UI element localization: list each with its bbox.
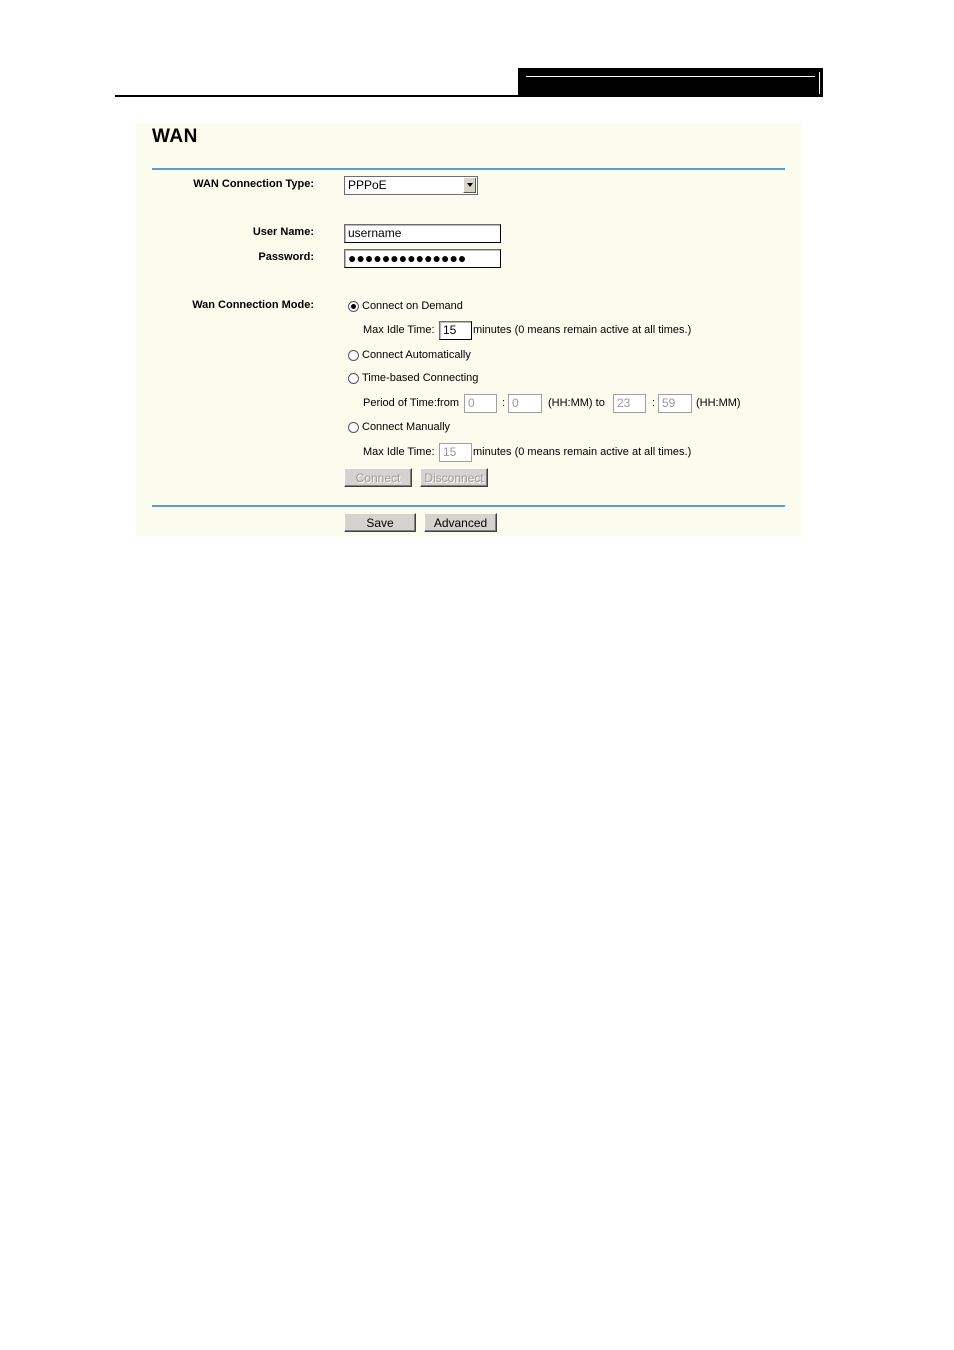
page-title: WAN — [152, 126, 198, 147]
to-minute-input[interactable]: 59 — [658, 394, 692, 413]
disconnect-button[interactable]: Disconnect — [420, 468, 488, 487]
chevron-down-icon[interactable] — [463, 178, 476, 193]
manual-max-idle-note: minutes (0 means remain active at all times.) — [473, 446, 692, 458]
radio-connect-manually[interactable] — [348, 422, 359, 433]
to-colon: : — [652, 397, 656, 409]
time-based-connecting-label: Time-based Connecting — [362, 372, 479, 384]
on-demand-max-idle-note: minutes (0 means remain active at all times.) — [473, 324, 692, 336]
on-demand-max-idle-input[interactable]: 15 — [439, 321, 472, 340]
save-button[interactable]: Save — [344, 513, 416, 532]
hhmm-to-label: (HH:MM) to — [548, 397, 605, 409]
top-divider — [152, 168, 785, 170]
document-header-bar — [518, 68, 823, 97]
user-name-label: User Name: — [252, 226, 314, 238]
bottom-divider — [152, 505, 785, 507]
connection-type-select[interactable] — [344, 176, 478, 195]
wan-settings-panel — [136, 123, 801, 536]
password-input[interactable]: ●●●●●●●●●●●●●● — [344, 249, 501, 268]
connect-automatically-label: Connect Automatically — [362, 349, 471, 361]
password-label: Password: — [258, 251, 314, 263]
hhmm-label: (HH:MM) — [696, 397, 741, 409]
connection-type-label: WAN Connection Type: — [193, 178, 314, 190]
header-bar-inner-line — [526, 76, 815, 77]
period-of-time-label: Period of Time:from — [363, 397, 459, 409]
on-demand-max-idle-label: Max Idle Time: — [363, 324, 435, 336]
from-hour-input[interactable]: 0 — [464, 394, 497, 413]
to-hour-input[interactable]: 23 — [613, 394, 646, 413]
connect-on-demand-label: Connect on Demand — [362, 300, 463, 312]
radio-connect-on-demand[interactable] — [348, 301, 359, 312]
radio-time-based-connecting[interactable] — [348, 373, 359, 384]
from-minute-input[interactable]: 0 — [508, 394, 542, 413]
radio-connect-automatically[interactable] — [348, 350, 359, 361]
manual-max-idle-input[interactable]: 15 — [439, 443, 472, 462]
connect-button[interactable]: Connect — [344, 468, 412, 487]
user-name-input[interactable]: username — [344, 224, 501, 243]
connection-type-value: PPPoE — [348, 178, 387, 192]
from-colon: : — [502, 397, 506, 409]
header-bar-inner-edge — [819, 72, 820, 94]
connection-mode-label: Wan Connection Mode: — [192, 299, 314, 311]
manual-max-idle-label: Max Idle Time: — [363, 446, 435, 458]
advanced-button[interactable]: Advanced — [424, 513, 497, 532]
connect-manually-label: Connect Manually — [362, 421, 451, 433]
